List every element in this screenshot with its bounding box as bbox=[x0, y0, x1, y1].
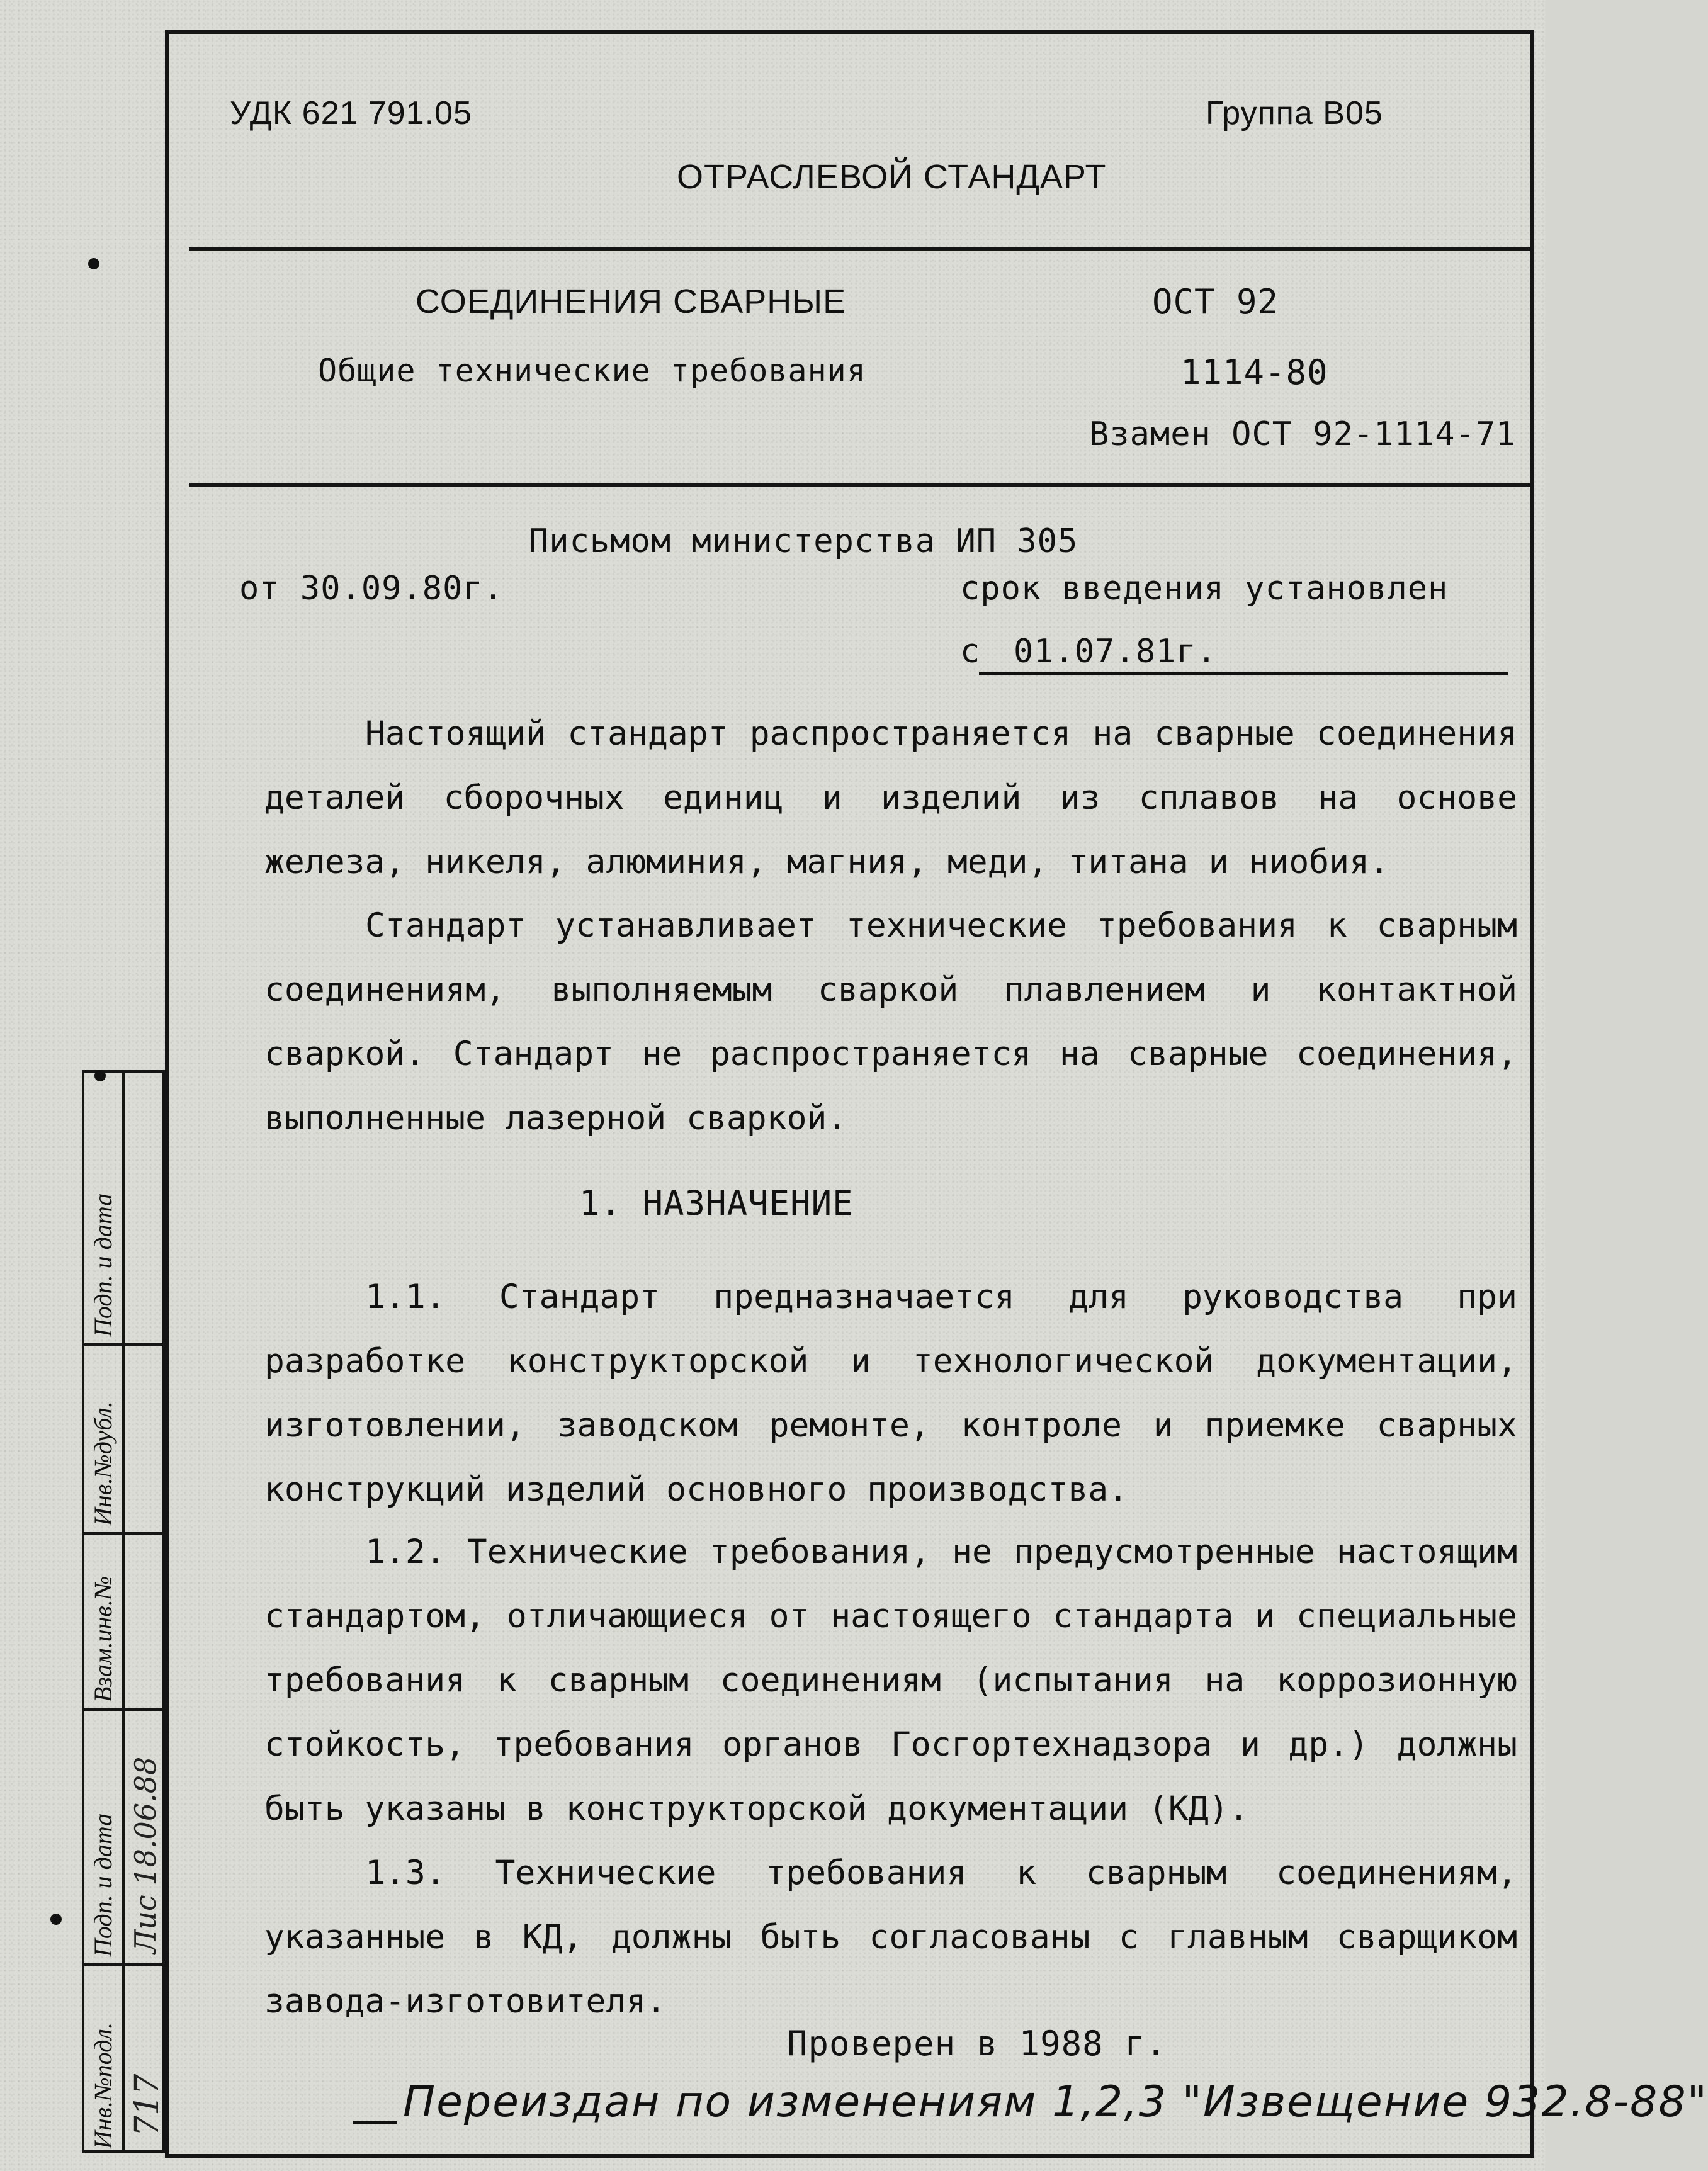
section-paragraph-1-1: 1.1. Стандарт предназначается для руководства при разработке конструкторской и технологической документации, изготовлении, заводском ремонте, контроле и приемке сварных конструкций изделий основного производства. bbox=[264, 1278, 1517, 1509]
stamp-divider bbox=[122, 1073, 125, 2150]
stamp-row-divider bbox=[84, 1532, 162, 1535]
approval-date: от 30.09.80г. bbox=[239, 570, 504, 607]
stamp-label-sign-date-top: Подп. и дата bbox=[89, 1193, 117, 1337]
binding-hole bbox=[88, 258, 99, 269]
stamp-signature-value: Лис 18.06.88 bbox=[128, 1756, 162, 1954]
reissue-leader-line bbox=[353, 2121, 397, 2124]
binding-hole bbox=[94, 1070, 106, 1081]
approval-letter: Письмом министерства ИП 305 bbox=[529, 522, 1078, 560]
stamp-label-replace-inv: Взам.инв.№ bbox=[89, 1576, 117, 1702]
stamp-inventory-value: 717 bbox=[128, 2073, 166, 2136]
stamp-row-divider bbox=[84, 1708, 162, 1711]
stamp-label-sign-date: Подп. и дата bbox=[89, 1813, 117, 1957]
binding-hole bbox=[50, 1914, 62, 1925]
standard-code: ОСТ 92 bbox=[1152, 282, 1279, 322]
section-paragraph-1-3: 1.3. Технические требования к сварным соединениям, указанные в КД, должны быть согласованы с главным сварщиком завода-изготовителя. bbox=[264, 1854, 1517, 2021]
section-paragraph-1-2: 1.2. Технические требования, не предусмотренные настоящим стандартом, отличающиеся от настоящего стандарта и специальные требования к сварным соединениям (испытания на коррозионную стойкость, требования органов Госгортехнадзора и др.) должны быть указаны в конструкторской документации (КД). bbox=[264, 1533, 1517, 1828]
stamp-label-orig-inv: Инв.№подл. bbox=[89, 2022, 117, 2149]
standard-number: 1114-80 bbox=[1180, 352, 1328, 392]
title-rule bbox=[189, 483, 1534, 487]
intro-paragraph-2: Стандарт устанавливает технические требования к сварным соединениям, выполняемым сваркой плавлением и контактной сваркой. Стандарт не распространяется на сварные соединения, выполненные лазерной сваркой. bbox=[264, 906, 1517, 1137]
reissue-note: Переиздан по изменениям 1,2,3 "Извещение 932.8-88" bbox=[403, 2077, 1708, 2127]
standard-type: ОТРАСЛЕВОЙ СТАНДАРТ bbox=[677, 158, 1107, 196]
document-title: СОЕДИНЕНИЯ СВАРНЫЕ bbox=[416, 283, 847, 320]
intro-paragraph-1: Настоящий стандарт распространяется на сварные соединения деталей сборочных единиц и изделий из сплавов на основе железа, никеля, алюминия, магния, меди, титана и ниобия. bbox=[264, 714, 1517, 881]
header-rule bbox=[189, 247, 1534, 251]
replaces-standard: Взамен ОСТ 92-1114-71 bbox=[1089, 415, 1517, 453]
stamp-row-divider bbox=[84, 1963, 162, 1966]
checked-note: Проверен в 1988 г. bbox=[787, 2024, 1167, 2063]
effective-prefix: с bbox=[960, 633, 981, 670]
stamp-row-divider bbox=[84, 1343, 162, 1346]
document-subtitle: Общие технические требования bbox=[318, 352, 866, 389]
effective-label: срок введения установлен bbox=[960, 570, 1449, 607]
effective-date: 01.07.81г. bbox=[1014, 633, 1218, 670]
stamp-box bbox=[82, 1070, 165, 2153]
section-heading: 1. НАЗНАЧЕНИЕ bbox=[579, 1183, 854, 1223]
group-code: Группа В05 bbox=[1206, 95, 1383, 132]
stamp-label-dup-inv: Инв.№дубл. bbox=[89, 1401, 117, 1526]
udk-code: УДК 621 791.05 bbox=[230, 95, 472, 132]
effective-date-underline bbox=[979, 672, 1508, 675]
